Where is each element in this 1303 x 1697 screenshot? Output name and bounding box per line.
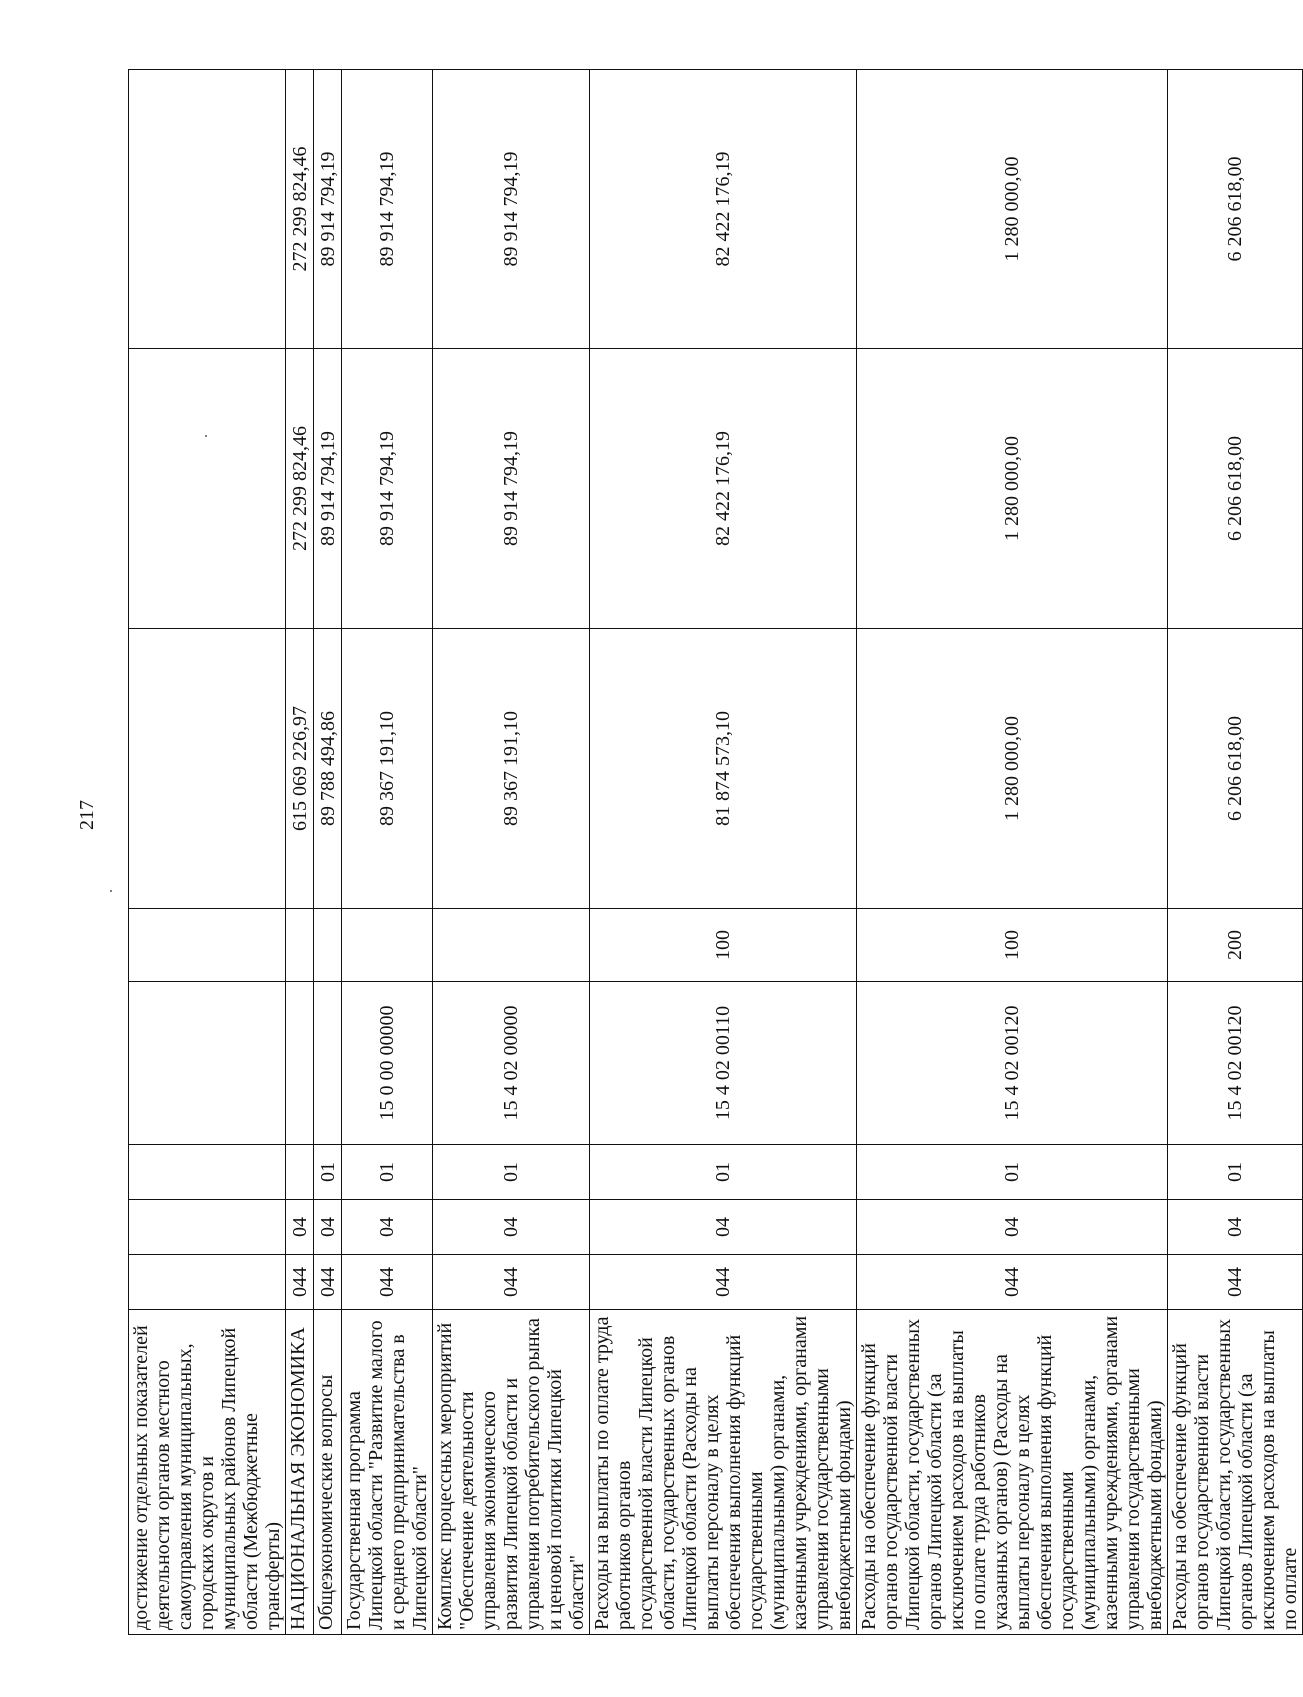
subsection-code-cell: 01 (433, 1145, 590, 1200)
admin-code-cell: 044 (314, 1255, 342, 1310)
expense-type-cell: 200 (1168, 909, 1303, 982)
sum-2026-cell (129, 70, 286, 349)
sum-2026-cell: 272 299 824,46 (286, 70, 314, 349)
expense-type-cell: 100 (857, 909, 1168, 982)
sum-2025-cell: 6 206 618,00 (1168, 349, 1303, 629)
table-row (314, 70, 342, 1635)
expense-type-cell: 100 (590, 909, 857, 982)
admin-code-cell: 044 (590, 1255, 857, 1310)
sum-2025-cell: 89 914 794,19 (433, 349, 590, 629)
sum-2026-cell: 6 206 618,00 (1168, 70, 1303, 349)
sum-2024-cell: 81 874 573,10 (590, 629, 857, 909)
row-name-cell: достижение отдельных показателей деятельности органов местного самоуправления муниципальных, городских округов и муниципальных районов Липецкой области (Межбюджетные трансферты) (129, 1310, 286, 1635)
row-name-cell: Общеэкономические вопросы (314, 1310, 342, 1635)
subsection-code-cell: 01 (857, 1145, 1168, 1200)
sum-2024-cell: 6 206 618,00 (1168, 629, 1303, 909)
row-name-cell: Расходы на выплаты по оплате труда работников органов государственной власти Липецкой области, государственных органов Липецкой области (Расходы на выплаты персоналу в целях обеспечения выполнения функций государственными (муниципальными) органами, казенными учреждениями, органами управления государственными внебюджетными фондами) (590, 1310, 857, 1635)
admin-code-cell: 044 (342, 1255, 433, 1310)
sum-2026-cell: 82 422 176,19 (590, 70, 857, 349)
sum-2025-cell: 1 280 000,00 (857, 349, 1168, 629)
table-row (590, 70, 857, 1635)
subsection-code-cell (129, 1145, 286, 1200)
sum-2026-cell: 89 914 794,19 (314, 70, 342, 349)
table-row (1168, 70, 1303, 1635)
table-row (342, 70, 433, 1635)
section-code-cell: 04 (433, 1200, 590, 1255)
table-row (433, 70, 590, 1635)
table-row (857, 70, 1168, 1635)
sum-2026-cell: 89 914 794,19 (433, 70, 590, 349)
admin-code-cell: 044 (1168, 1255, 1303, 1310)
table-body (129, 70, 1303, 1635)
sum-2025-cell: 82 422 176,19 (590, 349, 857, 629)
target-article-cell (129, 982, 286, 1145)
target-article-cell: 15 0 00 00000 (342, 982, 433, 1145)
scan-speck (110, 890, 112, 892)
target-article-cell (314, 982, 342, 1145)
expense-type-cell (433, 909, 590, 982)
expense-type-cell (129, 909, 286, 982)
row-name-cell: Расходы на обеспечение функций органов государственной власти Липецкой области, государственных органов Липецкой области (за исключением расходов на выплаты по оплате (1168, 1310, 1303, 1635)
sum-2025-cell (129, 349, 286, 629)
section-code-cell: 04 (286, 1200, 314, 1255)
sum-2024-cell: 89 367 191,10 (433, 629, 590, 909)
sum-2026-cell: 89 914 794,19 (342, 70, 433, 349)
subsection-code-cell: 01 (314, 1145, 342, 1200)
subsection-code-cell: 01 (342, 1145, 433, 1200)
section-code-cell: 04 (342, 1200, 433, 1255)
admin-code-cell: 044 (433, 1255, 590, 1310)
target-article-cell: 15 4 02 00000 (433, 982, 590, 1145)
section-code-cell: 04 (857, 1200, 1168, 1255)
expense-type-cell (286, 909, 314, 982)
budget-table-container (128, 70, 1301, 1635)
section-code-cell: 04 (590, 1200, 857, 1255)
sum-2025-cell: 272 299 824,46 (286, 349, 314, 629)
target-article-cell: 15 4 02 00120 (857, 982, 1168, 1145)
target-article-cell: 15 4 02 00110 (590, 982, 857, 1145)
target-article-cell (286, 982, 314, 1145)
expense-type-cell (314, 909, 342, 982)
admin-code-cell: 044 (286, 1255, 314, 1310)
row-name-cell: Расходы на обеспечение функций органов государственной власти Липецкой области, государственных органов Липецкой области (за исключением расходов на выплаты по оплате труда работников указанных органов) (Расходы на выплаты персоналу в целях обеспечения выполнения функций государственными (муниципальными) органами, казенными учреждениями, органами управления государственными внебюджетными фондами) (857, 1310, 1168, 1635)
row-name-cell: Государственная программа Липецкой области "Развитие малого и среднего предпринимательства в Липецкой области" (342, 1310, 433, 1635)
admin-code-cell (129, 1255, 286, 1310)
subsection-code-cell: 01 (1168, 1145, 1303, 1200)
row-name-cell: НАЦИОНАЛЬНАЯ ЭКОНОМИКА (286, 1310, 314, 1635)
section-code-cell (129, 1200, 286, 1255)
budget-table (128, 69, 1303, 1635)
table-row (286, 70, 314, 1635)
expense-type-cell (342, 909, 433, 982)
admin-code-cell: 044 (857, 1255, 1168, 1310)
row-name-cell: Комплекс процессных мероприятий "Обеспечение деятельности управления экономического развития Липецкой области и управления потребительского рынка и ценовой политики Липецкой области" (433, 1310, 590, 1635)
subsection-code-cell (286, 1145, 314, 1200)
section-code-cell: 04 (314, 1200, 342, 1255)
sum-2024-cell (129, 629, 286, 909)
target-article-cell: 15 4 02 00120 (1168, 982, 1303, 1145)
sum-2024-cell: 89 788 494,86 (314, 629, 342, 909)
page-number: 217 (76, 800, 98, 830)
sum-2024-cell: 615 069 226,97 (286, 629, 314, 909)
sum-2025-cell: 89 914 794,19 (342, 349, 433, 629)
sum-2025-cell: 89 914 794,19 (314, 349, 342, 629)
sum-2024-cell: 1 280 000,00 (857, 629, 1168, 909)
sum-2024-cell: 89 367 191,10 (342, 629, 433, 909)
subsection-code-cell: 01 (590, 1145, 857, 1200)
table-row (129, 70, 286, 1635)
sum-2026-cell: 1 280 000,00 (857, 70, 1168, 349)
section-code-cell: 04 (1168, 1200, 1303, 1255)
